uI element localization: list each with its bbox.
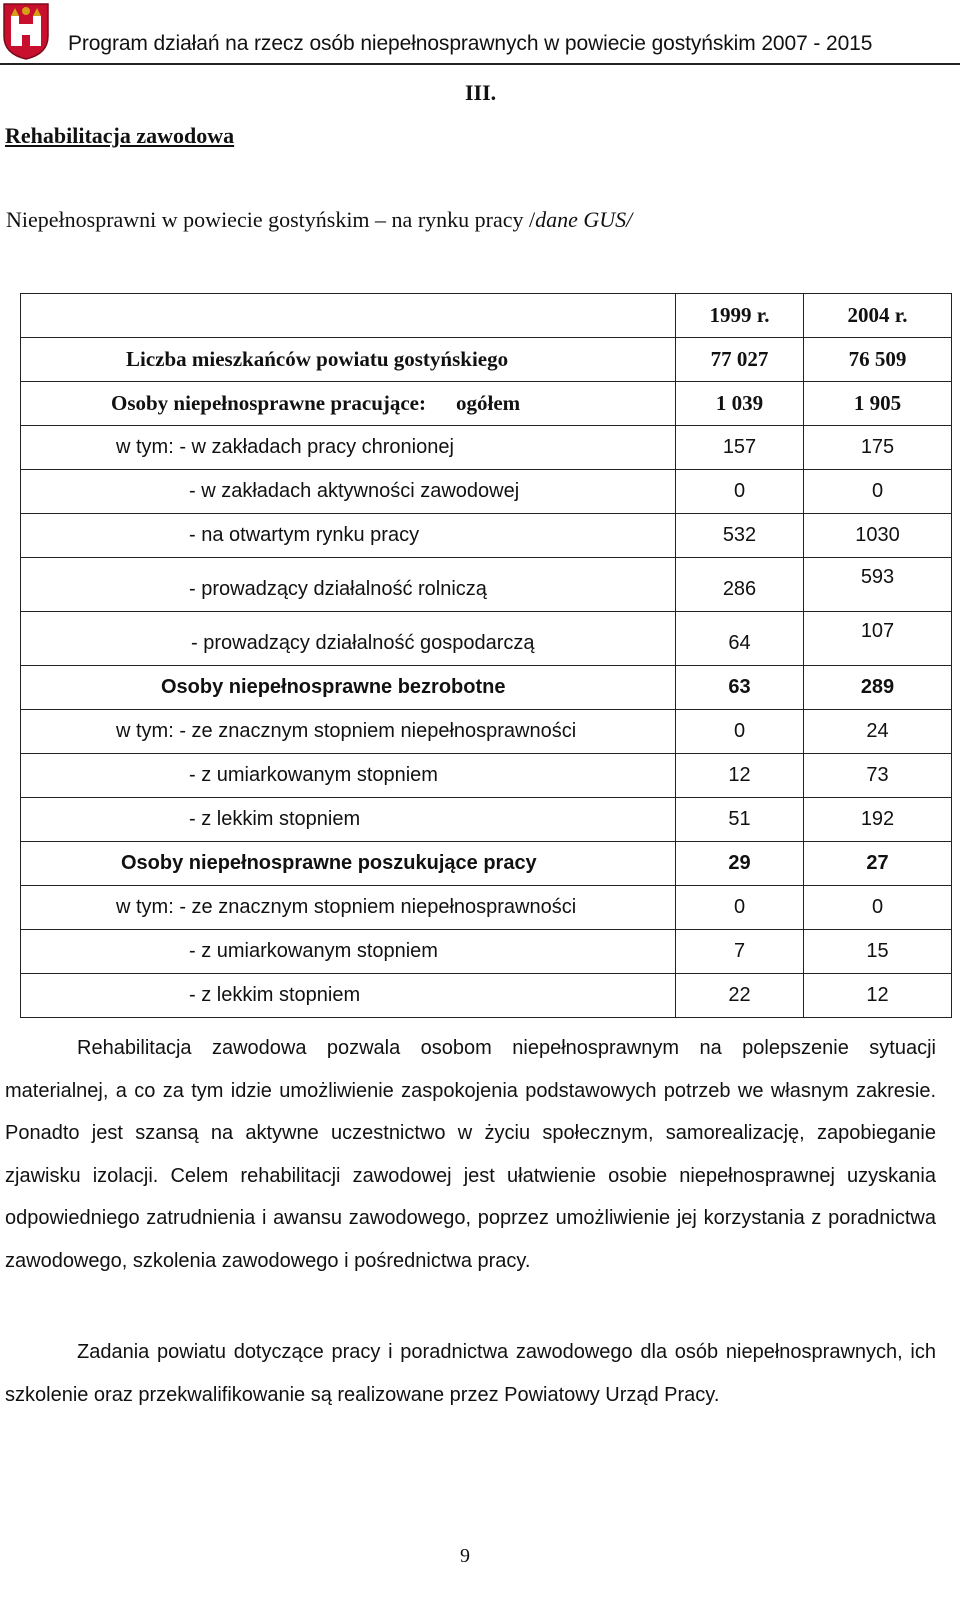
row-label: - z lekkim stopniem [21, 974, 676, 1018]
cell-2004: 289 [804, 666, 952, 710]
cell-1999: 1 039 [676, 382, 804, 426]
table-row [21, 558, 952, 612]
row-label: Osoby niepełnosprawne poszukujące pracy [21, 842, 676, 886]
table-caption-source: dane GUS/ [535, 207, 633, 232]
row-label: w tym: - w zakładach pracy chronionej [21, 426, 676, 470]
row-label: Liczba mieszkańców powiatu gostyńskiego [21, 338, 676, 382]
cell-1999: 0 [676, 710, 804, 754]
table-row [21, 426, 952, 470]
cell-1999: 63 [676, 666, 804, 710]
table-caption-text: Niepełnosprawni w powiecie gostyńskim – na rynku pracy / [6, 207, 536, 232]
cell-1999: 77 027 [676, 338, 804, 382]
cell-1999: 7 [676, 930, 804, 974]
row-label: - z lekkim stopniem [21, 798, 676, 842]
table-row [21, 338, 952, 382]
column-header-2004: 2004 r. [804, 294, 952, 338]
body-paragraph-1 [5, 1027, 936, 1283]
cell-1999: 22 [676, 974, 804, 1018]
section-title: Rehabilitacja zawodowa [5, 123, 235, 148]
document-header-title: Program działań na rzecz osób niepełnosprawnych w powiecie gostyńskim 2007 - 2015 [68, 32, 873, 55]
table-row [21, 974, 952, 1018]
table-row [21, 886, 952, 930]
row-label: - na otwartym rynku pracy [21, 514, 676, 558]
cell-2004: 175 [804, 426, 952, 470]
paragraph-text: Zadania powiatu dotyczące pracy i poradnictwa zawodowego dla osób niepełnosprawnych, ich szkolenie oraz przekwalifikowanie są realizowane przez Powiatowy Urząd Pracy. [5, 1341, 936, 1406]
row-label: - prowadzący działalność gospodarczą [21, 612, 676, 666]
cell-2004: 73 [804, 754, 952, 798]
row-label: w tym: - ze znacznym stopniem niepełnosprawności [21, 710, 676, 754]
row-label: - z umiarkowanym stopniem [21, 754, 676, 798]
header-divider [0, 63, 960, 65]
cell-2004: 1 905 [804, 382, 952, 426]
table-row [21, 514, 952, 558]
cell-2004: 27 [804, 842, 952, 886]
cell-2004: 0 [804, 886, 952, 930]
table-row [21, 842, 952, 886]
row-label [21, 382, 676, 426]
table-row [21, 382, 952, 426]
cell-2004: 15 [804, 930, 952, 974]
cell-1999: 29 [676, 842, 804, 886]
cell-2004-value: 593 [860, 566, 895, 588]
cell-2004: 24 [804, 710, 952, 754]
column-header-1999: 1999 r. [676, 294, 804, 338]
cell-2004: 1030 [804, 514, 952, 558]
cell-1999: 286 [676, 558, 804, 612]
table-caption [6, 207, 632, 233]
statistics-table [20, 293, 952, 1018]
cell-2004: 76 509 [804, 338, 952, 382]
cell-1999: 157 [676, 426, 804, 470]
cell-1999: 0 [676, 470, 804, 514]
cell-2004: 0 [804, 470, 952, 514]
row-label: Osoby niepełnosprawne bezrobotne [21, 666, 676, 710]
table-row [21, 798, 952, 842]
page-number: 9 [460, 1545, 470, 1567]
table-row [21, 666, 952, 710]
cell-2004: 192 [804, 798, 952, 842]
chapter-number: III. [465, 80, 497, 105]
row-label-total: ogółem [456, 391, 521, 415]
cell-1999: 0 [676, 886, 804, 930]
row-label: w tym: - ze znacznym stopniem niepełnosprawności [21, 886, 676, 930]
row-label: - w zakładach aktywności zawodowej [21, 470, 676, 514]
paragraph-text: Rehabilitacja zawodowa pozwala osobom niepełnosprawnym na polepszenie sytuacji materialnej, a co za tym idzie umożliwienie zaspokojenia podstawowych potrzeb we własnym zakresie. Ponadto jest szansą na aktywne uczestnictwo w życiu społecznym, samorealizację, zapobieganie zjawisku izolacji. Celem rehabilitacji zawodowej jest ułatwienie osobie niepełnosprawnej uzyskania odpowiedniego zatrudnienia i awansu zawodowego, poprzez umożliwienie jej korzystania z poradnictwa zawodowego, szkolenia zawodowego i pośrednictwa pracy. [5, 1037, 936, 1272]
cell-2004 [804, 612, 952, 666]
cell-1999: 64 [676, 612, 804, 666]
table-row [21, 930, 952, 974]
coat-of-arms-icon [2, 2, 50, 60]
table-row [21, 710, 952, 754]
row-label-main: Osoby niepełnosprawne pracujące: [111, 391, 426, 415]
body-paragraph-2 [5, 1331, 936, 1416]
cell-2004: 12 [804, 974, 952, 1018]
table-row [21, 612, 952, 666]
row-label: - z umiarkowanym stopniem [21, 930, 676, 974]
cell-1999: 532 [676, 514, 804, 558]
table-header-empty [21, 294, 676, 338]
cell-1999: 51 [676, 798, 804, 842]
row-label: - prowadzący działalność rolniczą [21, 558, 676, 612]
cell-1999: 12 [676, 754, 804, 798]
cell-2004-value: 107 [860, 620, 895, 642]
table-row [21, 470, 952, 514]
cell-2004 [804, 558, 952, 612]
table-row [21, 754, 952, 798]
table-header-row [21, 294, 952, 338]
